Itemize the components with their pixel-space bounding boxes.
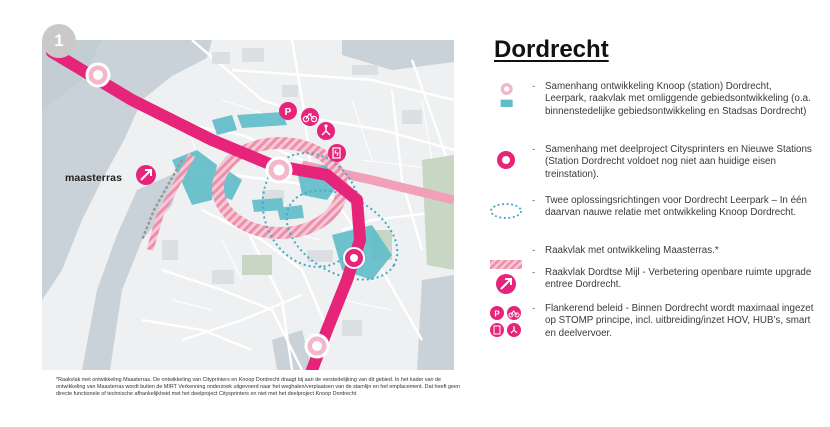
- legend-dash: -: [532, 195, 536, 206]
- arrow-up-right-icon: [136, 165, 156, 185]
- svg-text:P: P: [494, 309, 500, 319]
- bicycle-icon: [507, 306, 521, 320]
- legend-dash: -: [532, 144, 536, 155]
- parking-icon: [490, 306, 504, 320]
- bikeshare-icon: [507, 323, 521, 337]
- legend-dash: -: [532, 245, 536, 256]
- svg-text:P: P: [284, 107, 292, 118]
- legend-dash: -: [532, 303, 536, 314]
- legend-item-leerpark: [488, 195, 818, 235]
- bicycle-icon: [301, 108, 319, 126]
- map-number-badge: 1: [42, 24, 76, 58]
- knoop-station-symbol: [488, 81, 528, 121]
- legend-item-citysprinters: [488, 144, 818, 184]
- map-panel: [42, 40, 454, 370]
- legend-text: Samenhang met deelproject Citysprinters en Nieuwe Stations (Station Dordrecht voldoet nog niet aan huidige eisen treinstation).: [545, 144, 812, 180]
- legend-text: Raakvlak met ontwikkeling Maasterras.*: [545, 245, 719, 256]
- legend-text: Raakvlak Dordtse Mijl - Verbetering openbare ruimte upgrade entree Dordrecht.: [545, 267, 812, 291]
- main-station-symbol: [488, 144, 528, 184]
- footnote: *Raakvlak met ontwikkeling Maasterras. De ontwikkeling van Cityprinters en Knoop Dordrecht draagt bij aan de verstedelijking van dit gebied. In het kader van de ontwikkeling van Maasterras wordt buiten de MIRT Verkenning onderzoek uitgevoerd naar het weghalen/verplaatsen van de stamlijn en het emplacement. Dat heeft geen directe functionele of technische afhankelijkheid met het deelproject Citysprinters en niet met het deelproject Knoop Dordrecht: [56, 377, 461, 398]
- legend-dash: -: [532, 267, 536, 278]
- legend-item-stomp: [488, 303, 818, 343]
- arrow-up-right-icon: [488, 267, 528, 307]
- legend-title: Dordrecht: [494, 36, 609, 63]
- legend-text: Samenhang ontwikkeling Knoop (station) Dordrecht, Leerpark, raakvlak met omliggende gebiedsontwikkeling (o.a. binnenstedelijke gebiedsontwikkeling en Stadsas Dordrecht): [545, 81, 811, 117]
- legend-dash: -: [532, 81, 536, 92]
- mobility-icon-cluster: [488, 303, 528, 343]
- legend-text: Twee oplossingsrichtingen voor Dordrecht Leerpark – In één daarvan nauwe relatie met ontwikkeling Knoop Dordrecht.: [545, 195, 807, 219]
- dotted-ellipse-symbol: [488, 195, 528, 235]
- legend-text: Flankerend beleid - Binnen Dordrecht wordt maximaal ingezet op STOMP principe, incl. uitbreiding/inzet HOV, HUB’s, smart en deelvervoer.: [545, 303, 814, 339]
- legend-item-dordtse-mijl: [488, 267, 818, 297]
- legend-item-knoop: [488, 81, 818, 141]
- maasterras-label: maasterras: [65, 172, 123, 184]
- parking-icon: [279, 102, 297, 120]
- map-svg: [42, 40, 454, 370]
- bikeshare-icon: [317, 122, 335, 140]
- ev-charging-icon: [328, 144, 346, 162]
- legend-item-maasterras: [488, 245, 818, 265]
- ev-charging-icon: [490, 323, 504, 337]
